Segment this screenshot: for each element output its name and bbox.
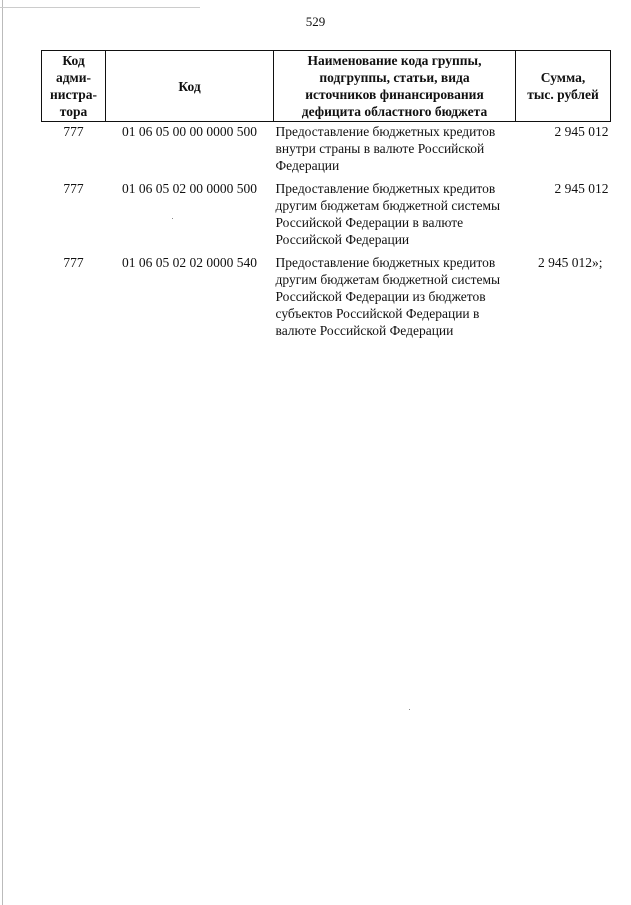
row-code: 01 06 05 02 00 0000 500	[122, 181, 257, 196]
scan-speck	[409, 709, 410, 710]
header-code: Код	[106, 51, 274, 122]
header-sum: Сумма, тыс. рублей	[516, 51, 611, 122]
table-row	[42, 180, 611, 254]
row-admin-code: 777	[63, 124, 84, 139]
scan-speck	[172, 218, 173, 219]
budget-table	[41, 50, 611, 345]
table-header-row	[42, 51, 611, 122]
row-admin-code: 777	[63, 255, 84, 270]
scan-left-edge	[2, 0, 3, 905]
row-name: Предоставление бюджетных кредитов внутри страны в валюте Российской Федерации	[275, 124, 496, 173]
table-row	[42, 122, 611, 181]
row-admin-code: 777	[63, 181, 84, 196]
row-sum: 2 945 012	[554, 181, 609, 196]
row-sum: 2 945 012	[554, 124, 609, 139]
header-name: Наименование кода группы, подгруппы, статьи, вида источников финансирования дефицита областного бюджета	[274, 51, 516, 122]
row-name: Предоставление бюджетных кредитов другим бюджетам бюджетной системы Российской Федерации из бюджетов субъектов Российской Федерации в валюте Российской Федерации	[275, 255, 501, 338]
scan-top-edge	[0, 7, 200, 8]
table-row	[42, 254, 611, 345]
row-sum: 2 945 012»;	[537, 255, 603, 270]
page-number: 529	[305, 14, 326, 29]
row-code: 01 06 05 00 00 0000 500	[122, 124, 257, 139]
row-code: 01 06 05 02 02 0000 540	[122, 255, 257, 270]
header-admin-code: Код адми- нистра- тора	[42, 51, 106, 122]
row-name: Предоставление бюджетных кредитов другим бюджетам бюджетной системы Российской Федерации в валюте Российской Федерации	[275, 181, 501, 247]
